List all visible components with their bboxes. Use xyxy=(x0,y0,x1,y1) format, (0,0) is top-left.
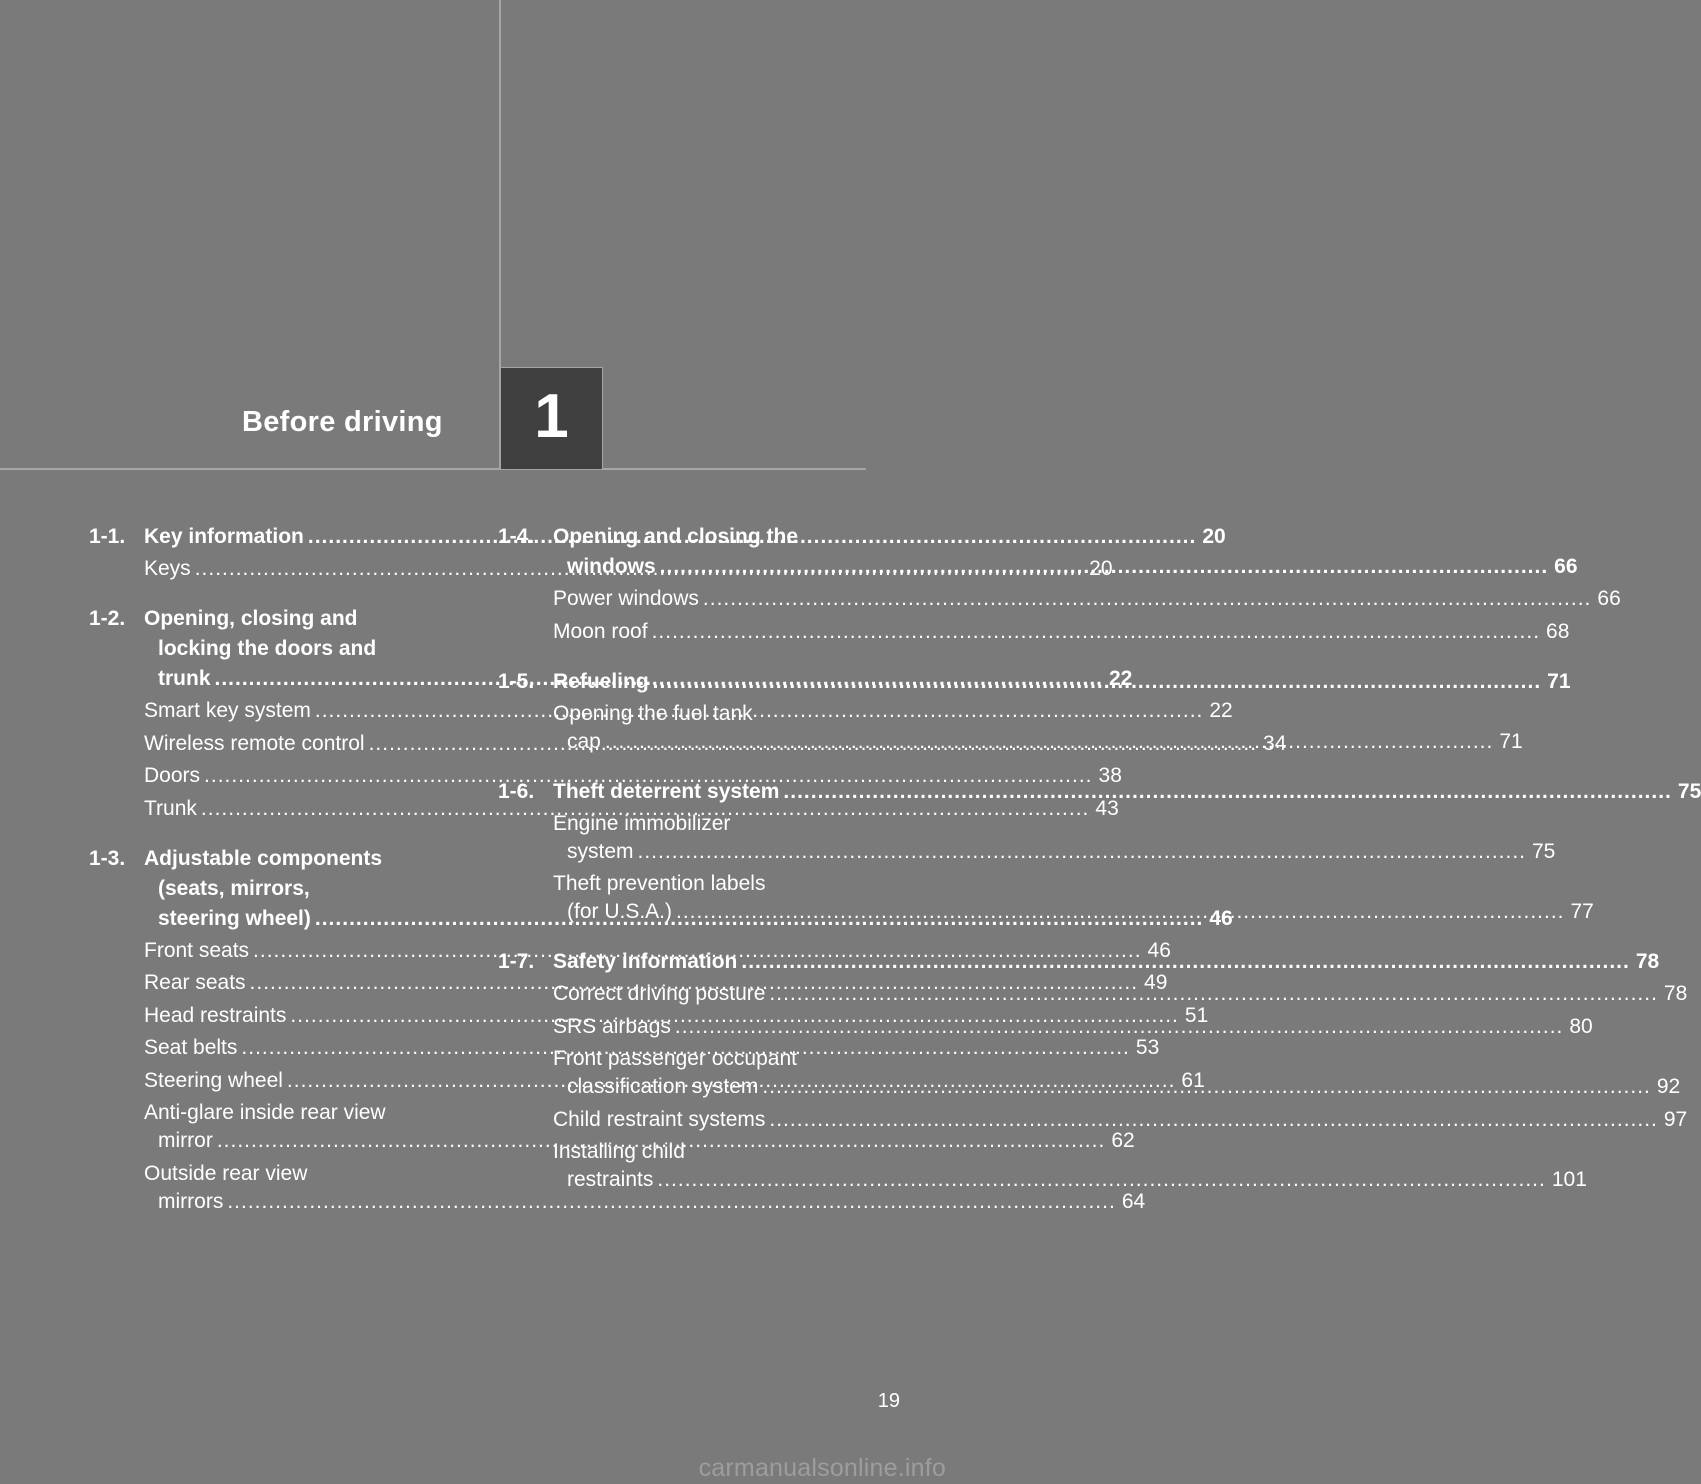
leader-dots xyxy=(605,728,1493,756)
section-title xyxy=(553,947,1659,977)
entry-page: 53 xyxy=(1135,1036,1160,1059)
entry-title: Moon roof xyxy=(553,619,648,643)
entry-page: 20 xyxy=(1089,557,1113,580)
leader-dots xyxy=(638,838,1526,866)
entry-title: system xyxy=(567,839,634,863)
entry-page: 46 xyxy=(1147,938,1171,962)
toc-entry xyxy=(553,810,1556,866)
section-title xyxy=(553,522,1578,582)
leader-dots xyxy=(676,898,1564,926)
toc-entry xyxy=(553,585,1621,613)
section-number: 1-2. xyxy=(89,607,126,630)
leader-dots xyxy=(783,777,1671,807)
entry-page: 43 xyxy=(1095,796,1119,820)
leader-dots xyxy=(657,1166,1545,1194)
entry-link[interactable] xyxy=(553,838,1556,866)
entry-page: 77 xyxy=(1570,900,1594,923)
entry-page: 71 xyxy=(1499,729,1523,753)
entry-title-line: Outside rear view xyxy=(144,1161,308,1185)
section-link[interactable] xyxy=(553,777,1701,807)
section-number: 1-5. xyxy=(498,669,535,693)
entry-link[interactable] xyxy=(553,1106,1688,1134)
section-link[interactable] xyxy=(553,552,1578,582)
leader-dots xyxy=(703,585,1591,613)
page-number: 19 xyxy=(877,1390,900,1412)
entry-title-line: Engine immobilizer xyxy=(553,811,731,835)
entry-page: 38 xyxy=(1098,764,1122,787)
section-link[interactable] xyxy=(553,947,1659,977)
toc-entry xyxy=(553,1106,1688,1134)
entry-page: 92 xyxy=(1656,1075,1681,1098)
entry-title: Theft deterrent system xyxy=(553,779,780,803)
section-title-line: Adjustable components xyxy=(144,846,383,870)
entry-title: Key information xyxy=(144,525,304,548)
section-title-line: Opening and closing the xyxy=(553,525,799,548)
leader-dots xyxy=(653,667,1541,697)
entry-title: windows xyxy=(567,555,656,578)
entry-page: 66 xyxy=(1554,555,1578,578)
entry-page: 34 xyxy=(1263,731,1287,755)
entry-page: 101 xyxy=(1551,1168,1587,1191)
leader-dots xyxy=(762,1073,1650,1101)
entry-title: Smart key system xyxy=(144,699,311,722)
entry-title: Safety information xyxy=(553,950,738,973)
entry-link[interactable] xyxy=(144,762,1122,790)
entry-page: 66 xyxy=(1597,587,1621,610)
entry-title: Keys xyxy=(144,557,191,580)
entry-title: Refueling xyxy=(553,669,649,693)
entry-page: 51 xyxy=(1184,1003,1209,1027)
section-title-line: (seats, mirrors, xyxy=(158,876,310,900)
entry-title: cap xyxy=(567,729,601,753)
entry-title-line: Installing child xyxy=(553,1140,685,1163)
entry-link[interactable] xyxy=(553,618,1570,646)
section-title-line: Opening, closing and xyxy=(144,607,358,630)
entry-page: 62 xyxy=(1111,1129,1135,1152)
entry-title: classification system xyxy=(567,1075,759,1098)
entry-page: 46 xyxy=(1209,906,1233,930)
entry-title: SRS airbags xyxy=(553,1014,671,1038)
section-title xyxy=(553,777,1701,807)
chapter-title: Before driving xyxy=(242,406,443,438)
entry-page: 78 xyxy=(1635,950,1660,973)
entry-page: 80 xyxy=(1569,1014,1593,1038)
entry-title-line: Anti-glare inside rear view xyxy=(144,1101,386,1124)
section-link[interactable] xyxy=(553,667,1571,697)
entry-page: 68 xyxy=(1546,619,1570,643)
section-heading xyxy=(498,777,1701,807)
entry-title-line: Theft prevention labels xyxy=(553,872,766,895)
toc-entry xyxy=(144,762,1122,790)
horizontal-rule xyxy=(0,468,866,470)
chapter-number-badge: 1 xyxy=(500,367,603,470)
watermark: carmanualsonline.info xyxy=(698,1454,946,1482)
section-number: 1-3. xyxy=(89,846,126,870)
leader-dots xyxy=(741,947,1629,977)
entry-page: 20 xyxy=(1202,525,1226,548)
section-number: 1-4. xyxy=(498,525,535,548)
leader-dots xyxy=(769,980,1657,1008)
section-number: 1-6. xyxy=(498,779,535,803)
entry-link[interactable] xyxy=(553,1166,1587,1194)
entry-title: steering wheel) xyxy=(158,906,311,930)
entry-page: 61 xyxy=(1181,1068,1205,1092)
entry-page: 22 xyxy=(1209,699,1233,722)
entry-title: Trunk xyxy=(144,796,197,820)
entry-page: 64 xyxy=(1121,1189,1146,1213)
entry-title: mirror xyxy=(158,1129,213,1152)
toc-entry xyxy=(553,618,1570,646)
section-number: 1-1. xyxy=(89,525,126,548)
entry-page: 22 xyxy=(1108,667,1133,690)
entry-title: Rear seats xyxy=(144,971,246,994)
entry-title: trunk xyxy=(158,667,211,690)
entry-title: (for U.S.A.) xyxy=(567,900,673,923)
entry-title: Power windows xyxy=(553,587,699,610)
entry-title: Doors xyxy=(144,764,201,787)
section-items xyxy=(498,585,1621,646)
section-number: 1-7. xyxy=(498,950,535,973)
entry-title: Head restraints xyxy=(144,1003,287,1027)
section-title-line: locking the doors and xyxy=(158,637,377,660)
entry-title: Front seats xyxy=(144,938,250,962)
leader-dots xyxy=(675,1013,1563,1041)
leader-dots xyxy=(660,552,1548,582)
entry-page: 78 xyxy=(1663,982,1688,1005)
entry-link[interactable] xyxy=(553,585,1621,613)
entry-page: 71 xyxy=(1547,669,1571,693)
entry-title: Steering wheel xyxy=(144,1068,283,1092)
leader-dots xyxy=(769,1106,1657,1134)
entry-page: 97 xyxy=(1663,1107,1688,1131)
entry-title: Seat belts xyxy=(144,1036,238,1059)
entry-link[interactable] xyxy=(144,1188,1146,1216)
entry-title: Correct driving posture xyxy=(553,982,766,1005)
entry-title: restraints xyxy=(567,1168,654,1191)
entry-title: Wireless remote control xyxy=(144,731,365,755)
leader-dots xyxy=(652,618,1540,646)
entry-page: 49 xyxy=(1144,971,1168,994)
entry-title: Child restraint systems xyxy=(553,1107,766,1131)
entry-title-line: Front passenger occupant xyxy=(553,1047,797,1070)
entry-page: 75 xyxy=(1532,839,1556,863)
entry-title: mirrors xyxy=(158,1189,224,1213)
entry-title-line: Opening the fuel tank xyxy=(553,701,753,725)
section-title xyxy=(553,667,1571,697)
entry-page: 75 xyxy=(1677,779,1701,803)
